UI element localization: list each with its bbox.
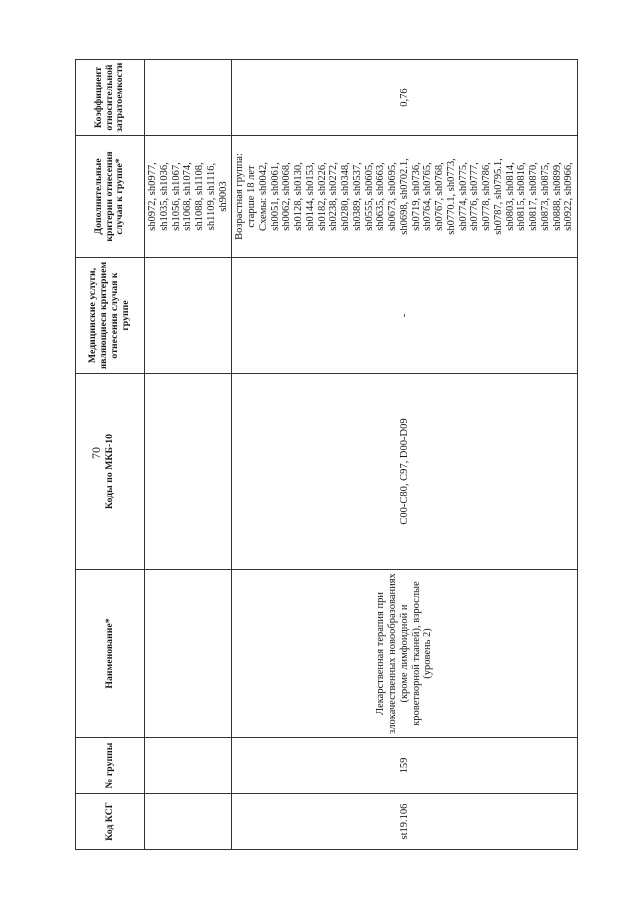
cell-empty bbox=[145, 258, 232, 374]
ksg-table bbox=[75, 59, 578, 850]
criteria-line: sh0764, sh0765, bbox=[422, 162, 434, 231]
criteria-line: sh0051, sh0061, bbox=[269, 162, 281, 231]
criteria-line: sh0144, sh0153, bbox=[304, 162, 316, 231]
criteria-line: sh0873, sh0875, bbox=[539, 162, 551, 231]
header-coefficient: Коэффициент относительной затратоемкости bbox=[76, 60, 145, 136]
criteria-line: sh1068, sh1074, bbox=[182, 162, 194, 231]
criteria-line: sh0922, sh0966, bbox=[563, 162, 575, 231]
criteria-line: sh0770.1, sh0773, bbox=[445, 158, 457, 235]
header-ksg-code: Код КСГ bbox=[76, 794, 145, 850]
page-number: 70 bbox=[89, 447, 103, 459]
cell-medical-services: - bbox=[232, 258, 578, 374]
criteria-line: sh0062, sh0068, bbox=[281, 162, 293, 231]
criteria-line: sh1088, sh1108, bbox=[194, 162, 205, 231]
cell-empty bbox=[145, 570, 232, 738]
cell-continued-criteria bbox=[145, 136, 232, 258]
cell-empty bbox=[145, 374, 232, 570]
cell-empty bbox=[145, 794, 232, 850]
criteria-line: sh1035, sh1036, bbox=[158, 162, 170, 231]
criteria-line: sh0815, sh0816, bbox=[516, 162, 528, 231]
table-row bbox=[232, 60, 578, 850]
cell-mkb-codes: C00-C80, C97, D00-D09 bbox=[232, 374, 578, 570]
header-group-number: № группы bbox=[76, 738, 145, 794]
criteria-line: sh0778, sh0786, bbox=[481, 162, 492, 231]
criteria-line: sh0182, sh0226, bbox=[316, 162, 328, 231]
table-row-continued bbox=[145, 60, 232, 850]
criteria-line: sh0774, sh0775, bbox=[457, 162, 469, 231]
criteria-line: sh0888, sh0899, bbox=[551, 162, 563, 231]
criteria-line: Схемы: sh0042, bbox=[257, 162, 269, 231]
criteria-line: sh0280, sh0348, bbox=[340, 162, 351, 231]
criteria-line: sh0767, sh0768, bbox=[434, 162, 445, 231]
criteria-line: старше 18 лет bbox=[246, 165, 257, 228]
criteria-line: sh0776, sh0777, bbox=[469, 162, 481, 231]
criteria-line: sh0787, sh0795.1, bbox=[492, 158, 504, 235]
criteria-line: sh0698, sh0702.1, bbox=[398, 158, 410, 235]
header-additional-criteria: Дополнительные критерии отнесения случая к группе* bbox=[76, 136, 145, 258]
landscape-table-frame bbox=[75, 60, 575, 850]
criteria-line: sh0389, sh0537, bbox=[351, 162, 363, 231]
cell-coefficient: 0,76 bbox=[232, 60, 578, 136]
criteria-line: sh0238, sh0272, bbox=[328, 162, 340, 231]
criteria-line: Возрастная группа: bbox=[234, 153, 246, 240]
criteria-line: sh1056, sh1067, bbox=[170, 162, 182, 231]
cell-empty bbox=[145, 738, 232, 794]
header-mkb-codes: Коды по МКБ-10 bbox=[76, 374, 145, 570]
criteria-line: sh1109, sh1116, bbox=[205, 162, 217, 231]
criteria-line: sh0673, sh0695, bbox=[387, 162, 398, 231]
criteria-line: sh0555, sh0605, bbox=[363, 162, 375, 231]
criteria-line: sh0972, sh0977, bbox=[147, 162, 158, 231]
cell-name: Лекарственная терапия при злокачественных новообразованиях (кроме лимфоидной и кроветворной тканей), взрослые (уровень 2) bbox=[232, 570, 578, 738]
rotated-table-area bbox=[75, 60, 575, 850]
header-name: Наименование* bbox=[76, 570, 145, 738]
criteria-line: sh0719, sh0736, bbox=[410, 162, 422, 231]
criteria-line: sh9003 bbox=[217, 181, 229, 212]
table-header-row bbox=[76, 60, 145, 850]
cell-ksg-code: st19.106 bbox=[232, 794, 578, 850]
criteria-line: sh0128, sh0130, bbox=[293, 162, 304, 231]
criteria-line: sh0803, sh0814, bbox=[504, 162, 516, 231]
cell-empty bbox=[145, 60, 232, 136]
cell-additional-criteria bbox=[232, 136, 578, 258]
cell-group-number: 159 bbox=[232, 738, 578, 794]
header-medical-services: Медицинские услуги, являющиеся критерием отнесения случая к группе bbox=[76, 258, 145, 374]
criteria-line: sh0635, sh0663, bbox=[375, 162, 387, 231]
criteria-line: sh0817, sh0870, bbox=[528, 162, 539, 231]
